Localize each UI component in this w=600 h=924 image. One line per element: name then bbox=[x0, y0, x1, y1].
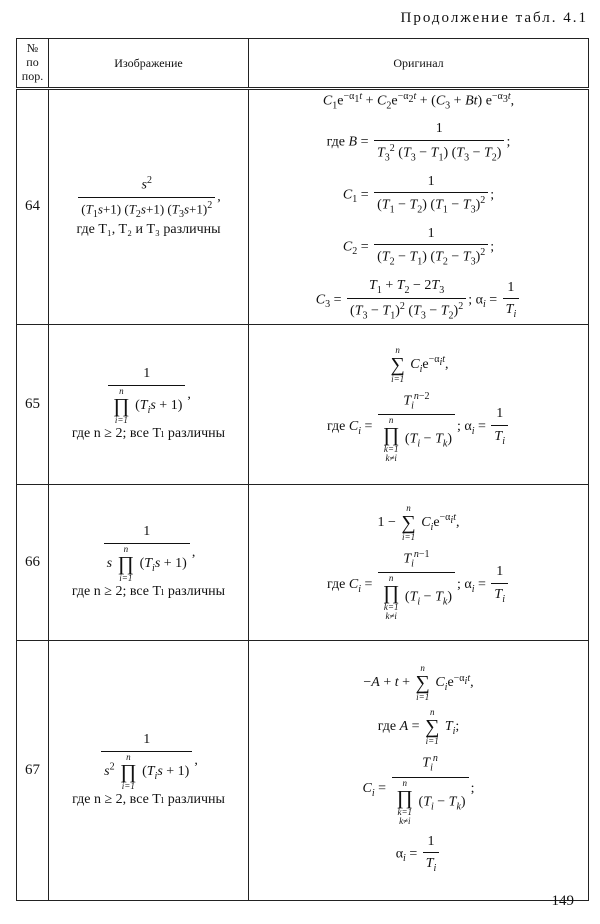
original-cell bbox=[249, 324, 589, 484]
original-cell bbox=[249, 89, 589, 325]
row-number: 66 bbox=[17, 484, 49, 640]
table-row bbox=[17, 89, 589, 325]
column-header-original: Оригинал bbox=[249, 39, 589, 89]
row-number: 67 bbox=[17, 640, 49, 900]
row-number: 65 bbox=[17, 324, 49, 484]
original-formula-alpha: $\alpha_i$ = $\frac{1}{T_i}$ bbox=[249, 832, 588, 876]
column-header-image: Изображение bbox=[49, 39, 249, 89]
image-condition: где T₁, T₂ и T₃ различны bbox=[76, 221, 221, 237]
image-cell: $\frac{s^2}{(T_1s+1) (T_2s+1) (T_3s+1)^2}$ , где T₁, T₂ и T₃ различны bbox=[49, 89, 249, 325]
laplace-transform-table bbox=[16, 38, 589, 901]
column-header-number: № по пор. bbox=[17, 39, 49, 89]
row-number: 64 bbox=[17, 89, 49, 325]
original-formula-A: где A = n ∑ i=1 $T_i$; bbox=[377, 707, 460, 747]
table-header-row bbox=[17, 39, 589, 89]
original-formula-C3: $C_3$ = $\frac{T_1 + T_2 - 2T_3}{(T_3 - T_1)^2 (T_3 - T_2)^2}$ ; $\alpha_i$ = $\frac{1}{T_i}$ bbox=[249, 276, 588, 324]
original-formula-Ci: где $C_i$ = $T_i^{n-1}$ n ∏ k=1 k≠i $(T_i - T_k)$ ; $\alpha_i$ = $\frac{1}{T_i}$ bbox=[249, 548, 588, 621]
image-formula: 1 $s^2$ n ∏ i=1 $(T_is + 1)$ bbox=[101, 731, 192, 791]
original-formula-Ci: $C_i$ = $T_i^n$ n ∏ k=1 k≠i $(T_i - T_k)$ ; bbox=[362, 753, 475, 826]
image-condition: где n ≥ 2; все Tₗ различны bbox=[71, 583, 226, 599]
table-row bbox=[17, 484, 589, 640]
original-cell bbox=[249, 484, 589, 640]
image-formula: 1 n ∏ i=1 $(T_is + 1)$ bbox=[108, 365, 185, 425]
image-condition: где n ≥ 2; все Tₗ различны bbox=[71, 425, 226, 441]
table-row bbox=[17, 324, 589, 484]
original-formula: $C_1e^{-\alpha_1t} + C_2e^{-\alpha_2t} + (C_3 + Bt)$ $e^{-\alpha_3t}$, bbox=[322, 91, 515, 112]
table-continuation-title: Продолжение табл. 4.1 bbox=[400, 10, 588, 26]
original-formula: −A + t + n ∑ i=1 $C_ie^{-\alpha_it}$, bbox=[363, 663, 474, 703]
original-formula-C1: $C_1$ = $\frac{1}{(T_1 - T_2) (T_1 - T_3)^2}$ ; bbox=[342, 173, 495, 216]
table-row bbox=[17, 640, 589, 900]
page-number: 149 bbox=[551, 893, 574, 909]
original-formula: 1 − n ∑ i=1 $C_ie^{-\alpha_it}$, bbox=[377, 502, 460, 542]
original-formula-B: где B = $\frac{1}{T_3^2 (T_3 - T_1) (T_3 - T_2)}$ ; bbox=[326, 121, 511, 164]
original-formula-C2: $C_2$ = $\frac{1}{(T_2 - T_1) (T_2 - T_3)^2}$ ; bbox=[342, 225, 495, 268]
original-formula: n ∑ i=1 $C_ie^{-\alpha_it}$, bbox=[390, 344, 449, 384]
image-formula: 1 s n ∏ i=1 $(T_is + 1)$ bbox=[104, 523, 190, 583]
image-formula: $\frac{s^2}{(T_1s+1) (T_2s+1) (T_3s+1)^2}$ bbox=[78, 174, 215, 221]
image-cell: 1 n ∏ i=1 $(T_is + 1)$ , где n ≥ 2; все Tₗ различны bbox=[49, 324, 249, 484]
original-formula-Ci: где $C_i$ = $T_i^{n-2}$ n ∏ k=1 k≠i $(T_i - T_k)$ ; $\alpha_i$ = $\frac{1}{T_i}$ bbox=[249, 390, 588, 463]
image-condition: где n ≥ 2, все Tₗ различны bbox=[72, 791, 225, 807]
original-cell bbox=[249, 640, 589, 900]
image-cell: 1 $s^2$ n ∏ i=1 $(T_is + 1)$ , где n ≥ 2, все Tₗ различны bbox=[49, 640, 249, 900]
image-cell: 1 s n ∏ i=1 $(T_is + 1)$ , где n ≥ 2; все Tₗ различны bbox=[49, 484, 249, 640]
